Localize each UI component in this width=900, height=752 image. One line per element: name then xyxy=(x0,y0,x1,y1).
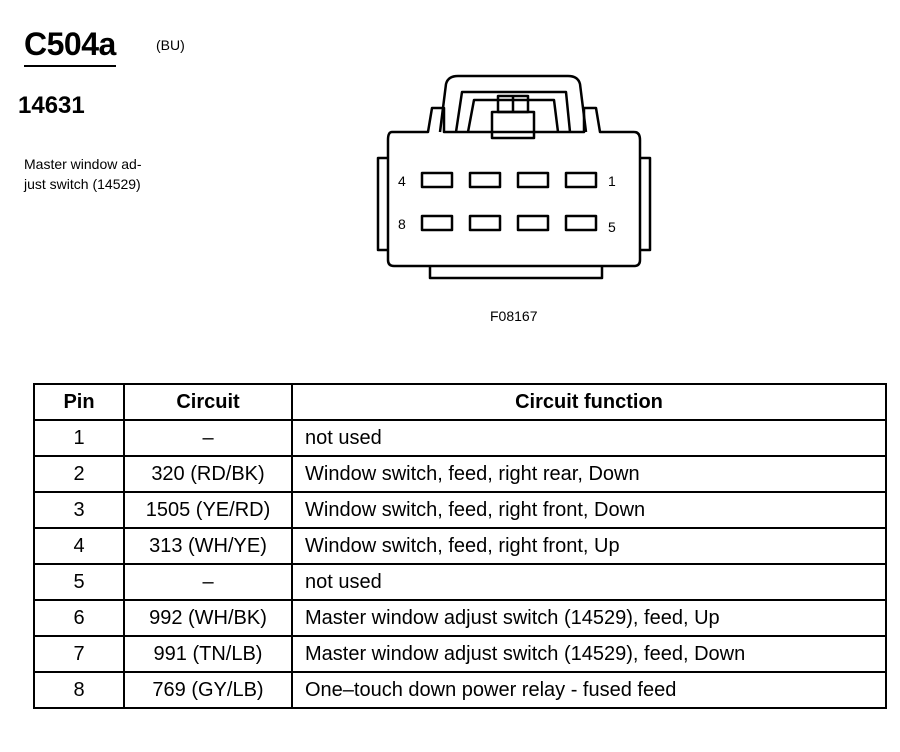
function-cell: Window switch, feed, right front, Down xyxy=(292,492,886,528)
part-number: 14631 xyxy=(18,92,85,119)
connector-description: Master window ad- just switch (14529) xyxy=(24,156,142,192)
table-row xyxy=(34,420,886,456)
circuit-cell: – xyxy=(124,564,292,600)
circuit-cell: – xyxy=(124,420,292,456)
pin-label-1: 1 xyxy=(608,173,616,189)
circuit-cell: 769 (GY/LB) xyxy=(124,672,292,708)
pin-cell: 2 xyxy=(34,456,124,492)
function-cell: not used xyxy=(292,564,886,600)
connector-id: C504a xyxy=(24,26,116,67)
pin-cell: 4 xyxy=(34,528,124,564)
pin-cell: 6 xyxy=(34,600,124,636)
pin-label-5: 5 xyxy=(608,219,616,235)
function-cell: not used xyxy=(292,420,886,456)
circuit-cell: 320 (RD/BK) xyxy=(124,456,292,492)
header-pin: Pin xyxy=(34,384,124,420)
function-cell: Window switch, feed, right front, Up xyxy=(292,528,886,564)
table-row xyxy=(34,564,886,600)
table-row xyxy=(34,672,886,708)
circuit-cell: 313 (WH/YE) xyxy=(124,528,292,564)
pin-cell: 8 xyxy=(34,672,124,708)
function-cell: Master window adjust switch (14529), feed, Up xyxy=(292,600,886,636)
figure-code: F08167 xyxy=(490,308,538,324)
table-row xyxy=(34,528,886,564)
pin-out-table xyxy=(33,383,887,709)
table-row xyxy=(34,492,886,528)
header-circuit-function: Circuit function xyxy=(292,384,886,420)
pin-label-8: 8 xyxy=(398,216,406,232)
function-cell: Window switch, feed, right rear, Down xyxy=(292,456,886,492)
pin-label-4: 4 xyxy=(398,173,406,189)
circuit-cell: 991 (TN/LB) xyxy=(124,636,292,672)
pin-cell: 3 xyxy=(34,492,124,528)
circuit-cell: 1505 (YE/RD) xyxy=(124,492,292,528)
header-circuit: Circuit xyxy=(124,384,292,420)
function-cell: Master window adjust switch (14529), feed, Down xyxy=(292,636,886,672)
pin-cell: 7 xyxy=(34,636,124,672)
table-row xyxy=(34,636,886,672)
connector-face-diagram xyxy=(370,70,660,290)
pin-cell: 5 xyxy=(34,564,124,600)
table-row xyxy=(34,456,886,492)
table-header-row xyxy=(34,384,886,420)
table-row xyxy=(34,600,886,636)
function-cell: One–touch down power relay - fused feed xyxy=(292,672,886,708)
pin-cell: 1 xyxy=(34,420,124,456)
circuit-cell: 992 (WH/BK) xyxy=(124,600,292,636)
connector-color-code: (BU) xyxy=(156,37,185,53)
